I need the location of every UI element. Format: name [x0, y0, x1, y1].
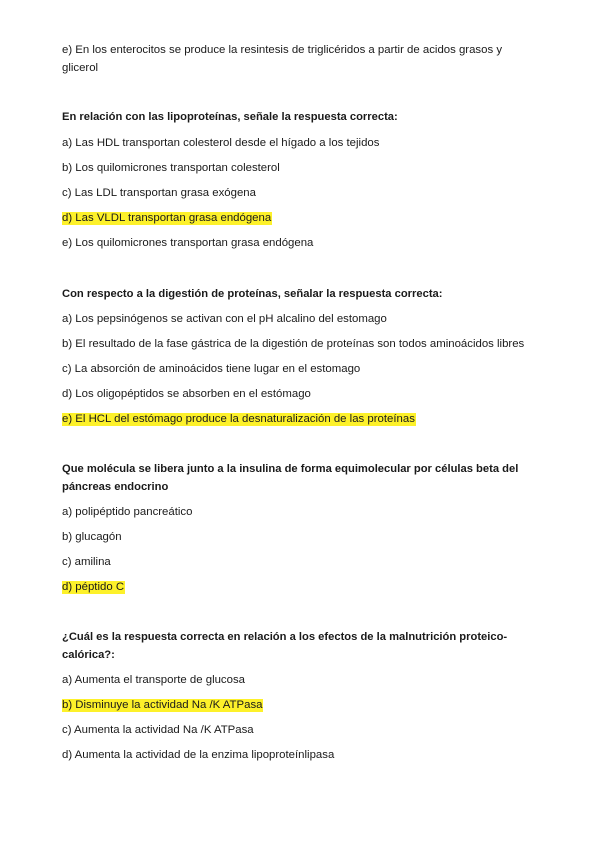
highlight: b) Disminuye la actividad Na /K ATPasa: [62, 699, 263, 711]
answer-option: d) Los oligopéptidos se absorben en el estómago: [62, 388, 311, 400]
answer-option: e) Los quilomicrones transportan grasa endógena: [62, 237, 314, 249]
question-title: Que molécula se libera junto a la insulina de forma equimolecular por células beta del: [62, 463, 519, 475]
question-title: páncreas endocrino: [62, 481, 169, 493]
answer-option: c) amilina: [62, 556, 111, 568]
answer-option: d) Aumenta la actividad de la enzima lipoproteínlipasa: [62, 749, 335, 761]
answer-option: a) Los pepsinógenos se activan con el pH alcalino del estomago: [62, 313, 387, 325]
answer-option-highlighted: [62, 578, 125, 596]
option-text: e) En los enterocitos se produce la resintesis de triglicéridos a partir de acidos grasos y: [62, 44, 503, 56]
answer-option: b) El resultado de la fase gástrica de la digestión de proteínas son todos aminoácidos libres: [62, 338, 525, 350]
answer-option: a) Las HDL transportan colesterol desde el hígado a los tejidos: [62, 137, 380, 149]
question-title: En relación con las lipoproteínas, señale la respuesta correcta:: [62, 111, 398, 123]
answer-option: a) Aumenta el transporte de glucosa: [62, 674, 245, 686]
question-title: ¿Cuál es la respuesta correcta en relación a los efectos de la malnutrición proteico-: [62, 631, 508, 643]
answer-option: a) polipéptido pancreático: [62, 506, 193, 518]
answer-option: c) Las LDL transportan grasa exógena: [62, 187, 256, 199]
question-title: Con respecto a la digestión de proteínas, señalar la respuesta correcta:: [62, 288, 443, 300]
answer-option: b) glucagón: [62, 531, 122, 543]
option-text: glicerol: [62, 62, 99, 74]
answer-option-highlighted: [62, 209, 272, 227]
answer-option: c) Aumenta la actividad Na /K ATPasa: [62, 724, 254, 736]
answer-option-highlighted: [62, 696, 263, 714]
answer-option: c) La absorción de aminoácidos tiene lugar en el estomago: [62, 363, 361, 375]
highlight: e) El HCL del estómago produce la desnaturalización de las proteínas: [62, 413, 415, 425]
answer-option: b) Los quilomicrones transportan colesterol: [62, 162, 280, 174]
answer-option-highlighted: [62, 410, 416, 428]
highlight: d) péptido C: [62, 581, 125, 593]
highlight: d) Las VLDL transportan grasa endógena: [62, 212, 272, 224]
question-title: calórica?:: [62, 649, 115, 661]
